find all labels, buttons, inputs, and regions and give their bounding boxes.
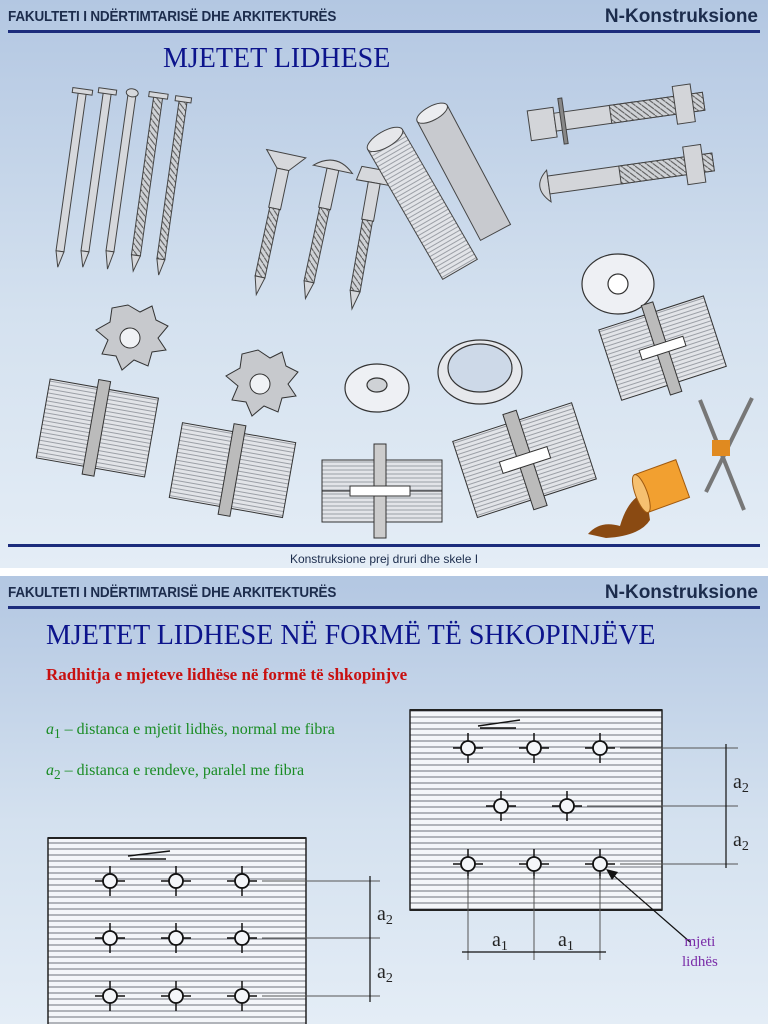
slide-title: MJETET LIDHESE <box>163 43 391 74</box>
faculty-header: FAKULTETI I NDËRTIMTARISË DHE ARKITEKTURËS <box>8 8 337 25</box>
bolts-icon <box>526 79 716 206</box>
dim-label-a1-left: $a_1$ <box>492 929 508 954</box>
nails-icon <box>48 88 192 277</box>
glue-pot-icon <box>588 398 752 538</box>
faculty-header: FAKULTETI I NDËRTIMTARISË DHE ARKITEKTURËS <box>8 584 337 601</box>
dowels-icon <box>364 99 511 279</box>
slide-footer: Konstruksione prej druri dhe skele I <box>289 552 479 566</box>
left-timber-plate <box>48 838 380 1024</box>
slide-separator <box>0 568 768 576</box>
footer-rule <box>8 544 760 547</box>
course-header: N-Konstruksione <box>604 6 758 27</box>
dim-label-a1-right: $a_1$ <box>558 929 574 954</box>
definition-a1: $a_1$ – distanca e mjetit lidhës, normal me fibra <box>46 721 335 742</box>
dim-label-a2-left-lower: $a_2$ <box>377 961 393 986</box>
slide-dowel-spacing <box>0 576 768 1024</box>
dowel-arrangement-diagram <box>0 576 768 1024</box>
dim-label-a2-upper: $a_2$ <box>733 771 749 796</box>
dim-label-a2-lower: $a_2$ <box>733 829 749 854</box>
definition-a2: $a_2$ – distanca e rendeve, paralel me fibra <box>46 762 305 783</box>
wood-screws-icon <box>237 150 395 312</box>
course-header: N-Konstruksione <box>604 582 758 603</box>
slide-title: MJETET LIDHESE NË FORMË TË SHKOPINJËVE <box>46 620 656 651</box>
dim-label-a2-left-upper: $a_2$ <box>377 903 393 928</box>
fastener-callout: mjeti lidhës <box>682 934 718 970</box>
right-timber-plate <box>410 710 738 960</box>
slide-subtitle: Radhitja e mjeteve lidhëse në formë të shkopinjve <box>46 665 408 684</box>
